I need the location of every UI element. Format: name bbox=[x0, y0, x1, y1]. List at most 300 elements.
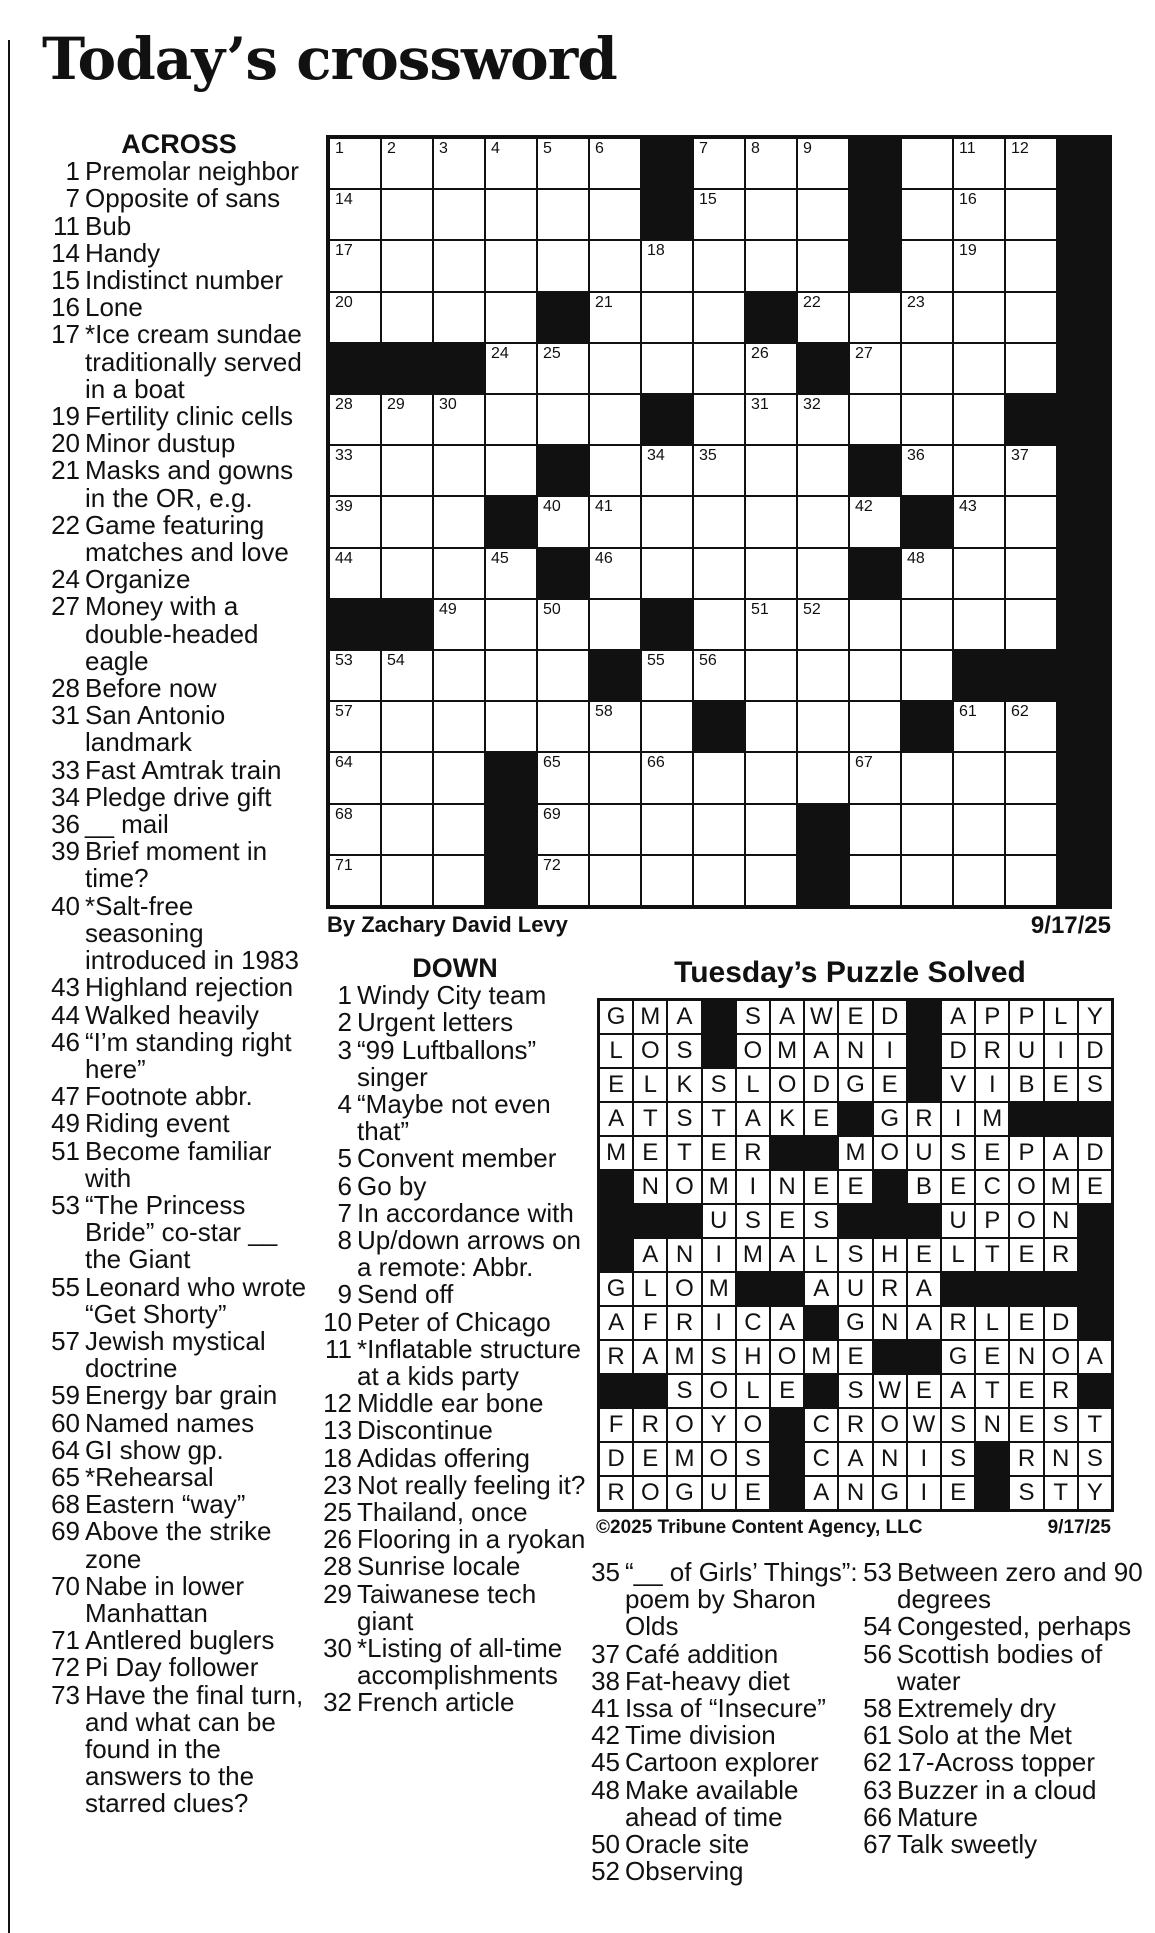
solved-letter: S bbox=[736, 1000, 770, 1034]
grid-cell[interactable] bbox=[641, 650, 693, 701]
grid-cell[interactable] bbox=[901, 292, 953, 343]
grid-cell[interactable] bbox=[433, 445, 485, 496]
grid-cell[interactable] bbox=[1005, 804, 1057, 855]
clue-number: 54 bbox=[863, 1611, 892, 1642]
grid-cell[interactable] bbox=[797, 599, 849, 650]
grid-cell[interactable] bbox=[1005, 548, 1057, 599]
grid-cell[interactable] bbox=[433, 189, 485, 240]
grid-cell[interactable] bbox=[901, 855, 953, 906]
grid-cell[interactable] bbox=[329, 752, 381, 803]
grid-cell[interactable] bbox=[537, 752, 589, 803]
solved-letter: K bbox=[770, 1102, 804, 1136]
down-clues-1 bbox=[320, 955, 590, 1717]
clue bbox=[588, 1638, 858, 1669]
grid-cell[interactable] bbox=[693, 343, 745, 394]
clue-text: Middle ear bone bbox=[357, 1388, 544, 1419]
grid-cell[interactable] bbox=[693, 394, 745, 445]
grid-cell[interactable] bbox=[953, 445, 1005, 496]
grid-cell[interactable] bbox=[485, 548, 537, 599]
solved-letter: I bbox=[1044, 1034, 1078, 1068]
grid-cell[interactable] bbox=[953, 548, 1005, 599]
grid-cell[interactable] bbox=[589, 599, 641, 650]
cell-number: 49 bbox=[439, 600, 457, 618]
grid-cell[interactable] bbox=[433, 599, 485, 650]
grid-cell[interactable] bbox=[953, 855, 1005, 906]
solved-letter: U bbox=[1009, 1034, 1043, 1068]
solved-letter: U bbox=[702, 1476, 736, 1510]
grid-cell[interactable] bbox=[485, 701, 537, 752]
clue-text: Handy bbox=[85, 237, 161, 268]
clue-text: Lone bbox=[85, 292, 143, 323]
grid-cell[interactable] bbox=[849, 650, 901, 701]
grid-cell[interactable] bbox=[953, 394, 1005, 445]
grid-cell[interactable] bbox=[433, 752, 485, 803]
grid-cell[interactable] bbox=[485, 240, 537, 291]
grid-cell[interactable] bbox=[589, 701, 641, 752]
clue-text: “99 Luftballons” singer bbox=[357, 1034, 537, 1092]
grid-cell[interactable] bbox=[485, 189, 537, 240]
grid-cell[interactable] bbox=[641, 292, 693, 343]
grid-cell[interactable] bbox=[433, 548, 485, 599]
solved-letter: A bbox=[907, 1272, 941, 1306]
grid-cell[interactable] bbox=[537, 650, 589, 701]
grid-cell[interactable] bbox=[537, 189, 589, 240]
black-square bbox=[485, 496, 537, 547]
grid-cell[interactable] bbox=[745, 445, 797, 496]
grid-cell[interactable] bbox=[901, 240, 953, 291]
clue-text: Fertility clinic cells bbox=[85, 401, 294, 432]
clue-text: *Rehearsal bbox=[85, 1461, 214, 1492]
solved-letter: E bbox=[804, 1170, 838, 1204]
clue bbox=[860, 1749, 1150, 1776]
clue-text: Peter of Chicago bbox=[357, 1306, 551, 1337]
solved-letter: H bbox=[873, 1238, 907, 1272]
grid-cell[interactable] bbox=[693, 445, 745, 496]
down-clues-2 bbox=[588, 1559, 858, 1885]
grid-cell[interactable] bbox=[953, 189, 1005, 240]
grid-cell[interactable] bbox=[381, 445, 433, 496]
clue-number: 50 bbox=[591, 1829, 620, 1860]
grid-cell[interactable] bbox=[433, 240, 485, 291]
clue-text: Mature bbox=[897, 1801, 978, 1832]
grid-cell[interactable] bbox=[849, 804, 901, 855]
clue-text: Urgent letters bbox=[357, 1007, 514, 1038]
cell-number: 36 bbox=[907, 447, 925, 465]
clue-text: Between zero and 90 degrees bbox=[897, 1557, 1143, 1615]
clue bbox=[320, 1197, 590, 1228]
solved-letter: A bbox=[599, 1102, 633, 1136]
grid-cell[interactable] bbox=[797, 189, 849, 240]
cell-number: 23 bbox=[907, 293, 925, 311]
grid-cell[interactable] bbox=[693, 138, 745, 189]
clue bbox=[588, 1695, 858, 1722]
grid-cell[interactable] bbox=[693, 804, 745, 855]
grid-cell[interactable] bbox=[329, 240, 381, 291]
grid-cell[interactable] bbox=[953, 599, 1005, 650]
solved-letter: U bbox=[838, 1272, 872, 1306]
grid-cell[interactable] bbox=[693, 189, 745, 240]
solved-black-square bbox=[907, 1068, 941, 1102]
grid-cell[interactable] bbox=[589, 548, 641, 599]
grid-cell[interactable] bbox=[329, 138, 381, 189]
grid-cell[interactable] bbox=[641, 548, 693, 599]
clue-number: 32 bbox=[323, 1687, 352, 1718]
grid-cell[interactable] bbox=[797, 240, 849, 291]
grid-cell[interactable] bbox=[433, 292, 485, 343]
grid-cell[interactable] bbox=[329, 292, 381, 343]
solved-letter: O bbox=[1009, 1204, 1043, 1238]
grid-cell[interactable] bbox=[329, 804, 381, 855]
cell-number: 30 bbox=[439, 396, 457, 413]
grid-cell[interactable] bbox=[953, 138, 1005, 189]
grid-cell[interactable] bbox=[901, 650, 953, 701]
grid-cell[interactable] bbox=[901, 752, 953, 803]
grid-cell[interactable] bbox=[953, 752, 1005, 803]
grid-cell[interactable] bbox=[797, 496, 849, 547]
clue-number: 71 bbox=[51, 1625, 80, 1656]
grid-cell[interactable] bbox=[953, 701, 1005, 752]
grid-cell[interactable] bbox=[641, 445, 693, 496]
cell-number: 26 bbox=[751, 344, 769, 362]
grid-cell[interactable] bbox=[693, 599, 745, 650]
grid-cell[interactable] bbox=[329, 394, 381, 445]
clue-number: 37 bbox=[591, 1638, 620, 1669]
solved-letter: C bbox=[975, 1170, 1009, 1204]
grid-cell[interactable] bbox=[537, 394, 589, 445]
grid-cell[interactable] bbox=[537, 138, 589, 189]
grid-cell[interactable] bbox=[537, 240, 589, 291]
grid-cell[interactable] bbox=[589, 292, 641, 343]
grid-cell[interactable] bbox=[797, 701, 849, 752]
clue bbox=[48, 781, 310, 812]
solved-letter: A bbox=[633, 1238, 667, 1272]
grid-cell[interactable] bbox=[1005, 752, 1057, 803]
grid-cell[interactable] bbox=[589, 189, 641, 240]
solved-letter: D bbox=[1044, 1306, 1078, 1340]
grid-cell[interactable] bbox=[901, 445, 953, 496]
solved-letter: E bbox=[804, 1102, 838, 1136]
grid-cell[interactable] bbox=[849, 496, 901, 547]
grid-cell[interactable] bbox=[381, 496, 433, 547]
grid-cell[interactable] bbox=[797, 548, 849, 599]
clue bbox=[860, 1722, 1150, 1749]
grid-cell[interactable] bbox=[589, 855, 641, 906]
solved-letter: I bbox=[941, 1102, 975, 1136]
solved-letter: Y bbox=[702, 1408, 736, 1442]
solved-black-square bbox=[907, 1340, 941, 1374]
grid-cell[interactable] bbox=[901, 394, 953, 445]
grid-cell[interactable] bbox=[329, 650, 381, 701]
cell-number: 71 bbox=[335, 856, 353, 874]
grid-cell[interactable] bbox=[745, 650, 797, 701]
grid-cell[interactable] bbox=[745, 804, 797, 855]
black-square bbox=[849, 138, 901, 189]
grid-cell[interactable] bbox=[537, 804, 589, 855]
grid-cell[interactable] bbox=[589, 240, 641, 291]
grid-cell[interactable] bbox=[693, 240, 745, 291]
clue-number: 15 bbox=[51, 265, 80, 296]
puzzle-date: 9/17/25 bbox=[1030, 912, 1111, 939]
grid-cell[interactable] bbox=[693, 855, 745, 906]
grid-cell[interactable] bbox=[745, 394, 797, 445]
solved-grid bbox=[597, 998, 1114, 1512]
clue bbox=[320, 1469, 590, 1500]
grid-cell[interactable] bbox=[849, 292, 901, 343]
black-square bbox=[485, 752, 537, 803]
grid-cell[interactable] bbox=[381, 292, 433, 343]
solved-letter: M bbox=[702, 1272, 736, 1306]
grid-cell[interactable] bbox=[693, 752, 745, 803]
grid-cell[interactable] bbox=[381, 548, 433, 599]
grid-cell[interactable] bbox=[433, 855, 485, 906]
grid-cell[interactable] bbox=[1005, 240, 1057, 291]
clue-number: 4 bbox=[337, 1089, 352, 1120]
clue-number: 25 bbox=[323, 1497, 352, 1528]
grid-cell[interactable] bbox=[381, 189, 433, 240]
grid-cell[interactable] bbox=[485, 445, 537, 496]
grid-cell[interactable] bbox=[537, 343, 589, 394]
cell-number: 3 bbox=[439, 140, 448, 157]
grid-cell[interactable] bbox=[901, 343, 953, 394]
clue-number: 45 bbox=[591, 1747, 620, 1778]
grid-cell[interactable] bbox=[1005, 496, 1057, 547]
grid-cell[interactable] bbox=[381, 855, 433, 906]
black-square bbox=[1005, 650, 1057, 701]
grid-cell[interactable] bbox=[953, 292, 1005, 343]
grid-cell[interactable] bbox=[693, 548, 745, 599]
clue-text: Opposite of sans bbox=[85, 183, 281, 214]
solved-letter: O bbox=[770, 1340, 804, 1374]
clue-number: 70 bbox=[51, 1570, 80, 1601]
cell-number: 22 bbox=[803, 293, 821, 311]
grid-cell[interactable] bbox=[693, 292, 745, 343]
grid-cell[interactable] bbox=[589, 343, 641, 394]
grid-cell[interactable] bbox=[745, 496, 797, 547]
grid-cell[interactable] bbox=[485, 599, 537, 650]
clue bbox=[48, 566, 310, 593]
grid-cell[interactable] bbox=[433, 650, 485, 701]
grid-cell[interactable] bbox=[849, 343, 901, 394]
solved-letter: S bbox=[1044, 1408, 1078, 1442]
solved-letter: S bbox=[702, 1068, 736, 1102]
grid-cell[interactable] bbox=[953, 240, 1005, 291]
grid-cell[interactable] bbox=[797, 650, 849, 701]
clue bbox=[48, 1407, 310, 1438]
solved-letter: E bbox=[599, 1068, 633, 1102]
grid-cell[interactable] bbox=[433, 394, 485, 445]
grid-cell[interactable] bbox=[745, 752, 797, 803]
clue-text: 17-Across topper bbox=[897, 1747, 1095, 1778]
grid-cell[interactable] bbox=[381, 394, 433, 445]
grid-cell[interactable] bbox=[329, 548, 381, 599]
clue-number: 40 bbox=[51, 890, 80, 921]
grid-cell[interactable] bbox=[1005, 599, 1057, 650]
clue bbox=[48, 1325, 310, 1384]
clue bbox=[48, 702, 310, 756]
grid-cell[interactable] bbox=[485, 343, 537, 394]
clue-text: Up/down arrows on a remote: Abbr. bbox=[357, 1225, 581, 1283]
grid-cell[interactable] bbox=[329, 855, 381, 906]
grid-cell[interactable] bbox=[537, 599, 589, 650]
grid-cell[interactable] bbox=[849, 855, 901, 906]
grid-cell[interactable] bbox=[381, 752, 433, 803]
grid-cell[interactable] bbox=[537, 855, 589, 906]
grid-cell[interactable] bbox=[589, 445, 641, 496]
grid-cell[interactable] bbox=[589, 394, 641, 445]
clue-text: Minor dustup bbox=[85, 428, 236, 459]
grid-cell[interactable] bbox=[797, 394, 849, 445]
clue bbox=[48, 1026, 310, 1084]
grid-cell[interactable] bbox=[953, 804, 1005, 855]
grid-cell[interactable] bbox=[797, 292, 849, 343]
cell-number: 14 bbox=[335, 191, 353, 209]
grid-cell[interactable] bbox=[433, 701, 485, 752]
grid-cell[interactable] bbox=[797, 445, 849, 496]
grid-cell[interactable] bbox=[641, 343, 693, 394]
grid-cell[interactable] bbox=[901, 189, 953, 240]
grid-cell[interactable] bbox=[1005, 855, 1057, 906]
grid-cell[interactable] bbox=[433, 804, 485, 855]
clue-text: Fat-heavy diet bbox=[625, 1665, 790, 1696]
grid-cell[interactable] bbox=[589, 804, 641, 855]
clue bbox=[320, 1170, 590, 1201]
clue-number: 26 bbox=[323, 1524, 352, 1555]
cell-number: 52 bbox=[803, 600, 821, 618]
solved-black-square bbox=[838, 1204, 872, 1238]
solved-letter: T bbox=[1044, 1476, 1078, 1510]
grid-cell[interactable] bbox=[745, 701, 797, 752]
cell-number: 31 bbox=[751, 396, 769, 413]
grid-cell[interactable] bbox=[589, 496, 641, 547]
grid-cell[interactable] bbox=[901, 804, 953, 855]
grid-cell[interactable] bbox=[485, 292, 537, 343]
solved-letter: S bbox=[736, 1204, 770, 1238]
grid-cell[interactable] bbox=[537, 496, 589, 547]
clue bbox=[860, 1831, 1150, 1858]
crossword-grid bbox=[326, 135, 1112, 909]
grid-cell[interactable] bbox=[1005, 189, 1057, 240]
grid-cell[interactable] bbox=[1005, 701, 1057, 752]
solved-black-square bbox=[770, 1408, 804, 1442]
black-square bbox=[901, 701, 953, 752]
copyright: ©2025 Tribune Content Agency, LLC bbox=[596, 1517, 923, 1538]
grid-cell[interactable] bbox=[1005, 292, 1057, 343]
clue-number: 38 bbox=[591, 1665, 620, 1696]
cell-number: 4 bbox=[491, 140, 500, 157]
black-square bbox=[589, 650, 641, 701]
grid-cell[interactable] bbox=[433, 138, 485, 189]
grid-cell[interactable] bbox=[849, 599, 901, 650]
solved-letter: N bbox=[770, 1170, 804, 1204]
clue bbox=[320, 1227, 590, 1281]
grid-cell[interactable] bbox=[641, 855, 693, 906]
clue bbox=[320, 1442, 590, 1473]
grid-cell[interactable] bbox=[329, 189, 381, 240]
grid-cell[interactable] bbox=[641, 496, 693, 547]
grid-cell[interactable] bbox=[433, 496, 485, 547]
grid-cell[interactable] bbox=[381, 138, 433, 189]
grid-cell[interactable] bbox=[641, 804, 693, 855]
grid-cell[interactable] bbox=[381, 804, 433, 855]
clue bbox=[48, 430, 310, 457]
clue-number: 23 bbox=[323, 1469, 352, 1500]
clue bbox=[48, 811, 310, 838]
grid-cell[interactable] bbox=[641, 752, 693, 803]
grid-cell[interactable] bbox=[745, 599, 797, 650]
grid-cell[interactable] bbox=[797, 138, 849, 189]
clue-number: 73 bbox=[51, 1679, 80, 1710]
grid-cell[interactable] bbox=[329, 496, 381, 547]
clue-text: Indistinct number bbox=[85, 265, 283, 296]
cell-number: 40 bbox=[543, 498, 561, 516]
grid-cell[interactable] bbox=[849, 394, 901, 445]
clue-text: *Salt-free seasoning introduced in 1983 bbox=[85, 890, 299, 976]
black-square bbox=[537, 548, 589, 599]
grid-cell[interactable] bbox=[381, 650, 433, 701]
grid-cell[interactable] bbox=[329, 445, 381, 496]
cell-number: 8 bbox=[751, 140, 760, 157]
grid-cell[interactable] bbox=[745, 343, 797, 394]
grid-cell[interactable] bbox=[641, 701, 693, 752]
grid-cell[interactable] bbox=[589, 752, 641, 803]
solved-letter: E bbox=[873, 1068, 907, 1102]
solved-letter: S bbox=[702, 1340, 736, 1374]
grid-cell[interactable] bbox=[745, 138, 797, 189]
clue-text: Pi Day follower bbox=[85, 1652, 259, 1683]
grid-cell[interactable] bbox=[329, 701, 381, 752]
grid-cell[interactable] bbox=[537, 701, 589, 752]
grid-cell[interactable] bbox=[745, 189, 797, 240]
grid-cell[interactable] bbox=[485, 394, 537, 445]
grid-cell[interactable] bbox=[953, 496, 1005, 547]
solved-letter: E bbox=[1009, 1408, 1043, 1442]
grid-cell[interactable] bbox=[901, 599, 953, 650]
grid-cell[interactable] bbox=[693, 650, 745, 701]
grid-cell[interactable] bbox=[641, 240, 693, 291]
grid-cell[interactable] bbox=[485, 650, 537, 701]
grid-cell[interactable] bbox=[797, 752, 849, 803]
grid-cell[interactable] bbox=[381, 240, 433, 291]
grid-cell[interactable] bbox=[485, 138, 537, 189]
grid-cell[interactable] bbox=[745, 855, 797, 906]
grid-cell[interactable] bbox=[901, 548, 953, 599]
cell-number: 16 bbox=[959, 191, 977, 209]
grid-cell[interactable] bbox=[745, 548, 797, 599]
grid-cell[interactable] bbox=[693, 496, 745, 547]
grid-cell[interactable] bbox=[1005, 138, 1057, 189]
grid-cell[interactable] bbox=[1005, 343, 1057, 394]
solved-letter: M bbox=[736, 1238, 770, 1272]
grid-cell[interactable] bbox=[901, 138, 953, 189]
grid-cell[interactable] bbox=[849, 752, 901, 803]
grid-cell[interactable] bbox=[1005, 445, 1057, 496]
cell-number: 64 bbox=[335, 754, 353, 772]
grid-cell[interactable] bbox=[381, 701, 433, 752]
solved-letter: O bbox=[1009, 1170, 1043, 1204]
cell-number: 32 bbox=[803, 396, 821, 413]
grid-cell[interactable] bbox=[745, 240, 797, 291]
grid-cell[interactable] bbox=[589, 138, 641, 189]
clue bbox=[48, 403, 310, 430]
solved-letter: P bbox=[1009, 1000, 1043, 1034]
clue bbox=[48, 1110, 310, 1137]
grid-cell[interactable] bbox=[953, 343, 1005, 394]
cell-number: 41 bbox=[595, 498, 613, 516]
cell-number: 11 bbox=[959, 140, 976, 157]
clue-number: 72 bbox=[51, 1652, 80, 1683]
grid-cell[interactable] bbox=[849, 701, 901, 752]
clue-text: Above the strike zone bbox=[85, 1516, 272, 1574]
